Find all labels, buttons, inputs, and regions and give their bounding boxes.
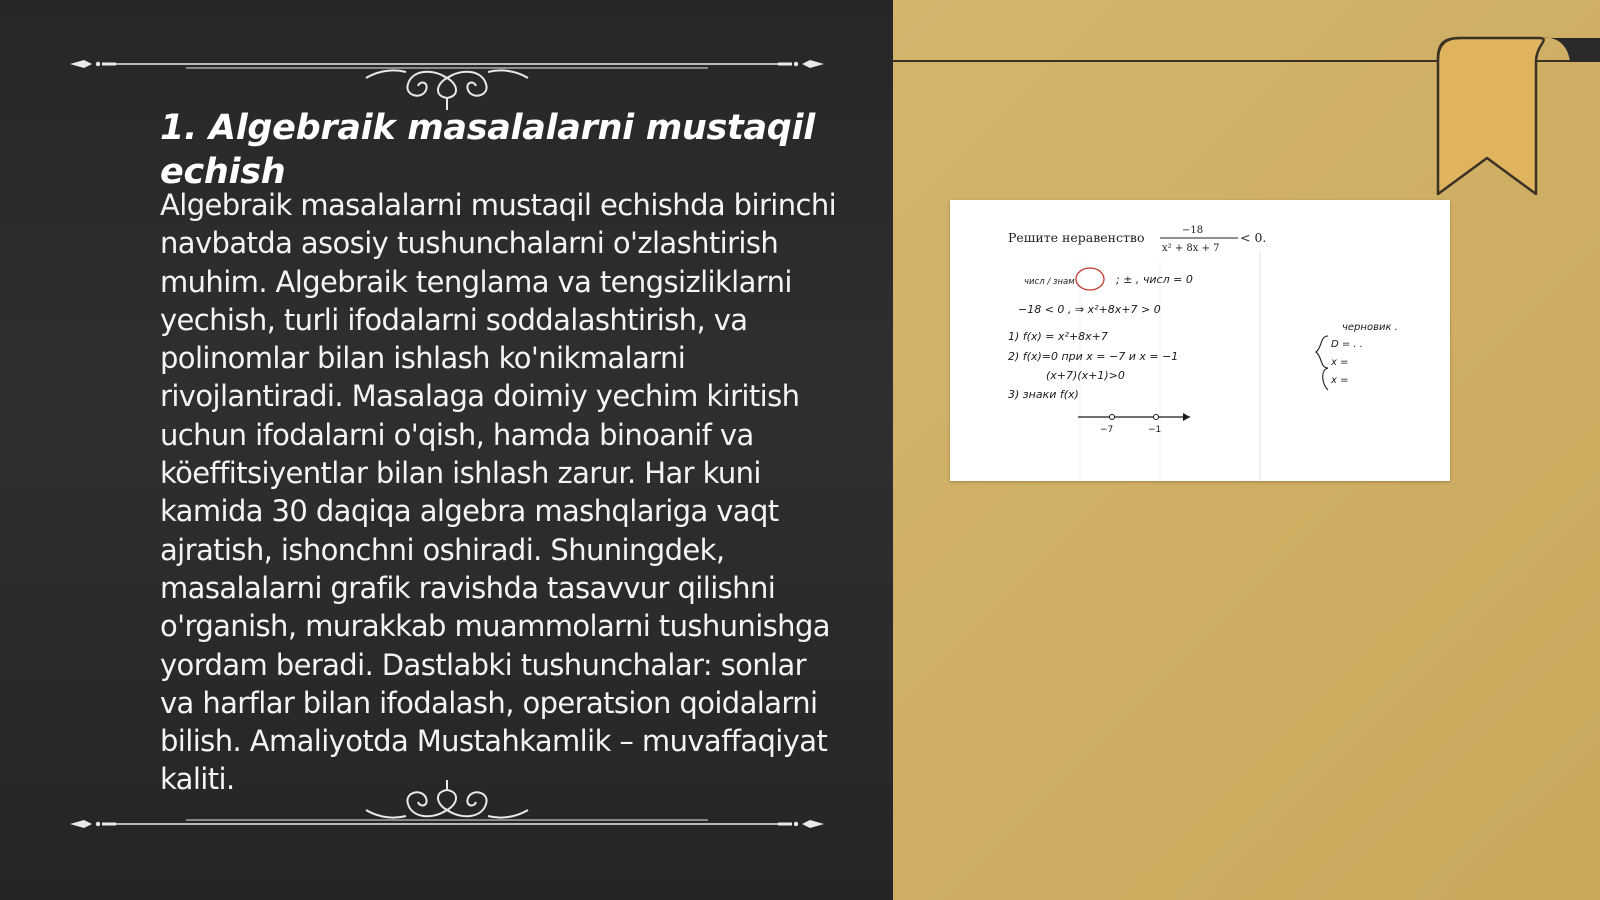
slide-title: 1. Algebraik masalalarni mustaqil echish [160,108,815,192]
note-line-5: 2) f(x)=0 при x = −7 и x = −1 [1008,350,1179,363]
note-line-3: −18 < 0 , ⇒ x²+8x+7 > 0 [1018,303,1161,316]
relation: < 0. [1240,230,1267,245]
side-note-title: черновик . [1342,322,1398,333]
note-line-7: 3) знаки f(x) [1008,388,1079,401]
number-line-tick-right: −1 [1148,425,1162,435]
number-line-tick-left: −7 [1100,425,1114,435]
problem-prompt: Решите неравенство [1008,230,1145,245]
fraction-denominator: x² + 8x + 7 [1162,243,1220,254]
slide-body-text: Algebraik masalalarni mustaqil echishda birinchi navbatda asosiy tushunchalarni o'zlashtirish muhim. Algebraik tenglama va tengsizliklarni yechish, turli ifodalarni soddalashtirish, va polinomlar bilan ishlash ko'nikmalarni rivojlantiradi. Masalaga doimiy yechim kiritish uchun ifodalarni o'qish, hamda binoanif va köeffitsiyentlar bilan ishlash zarur. Har kuni kamida 30 daqiqa algebra mashqlariga vaqt ajratish, ishonchni oshiradi. Shuningdek, masalalarni grafik ravishda tasavvur qilishni o'rganish, murakkab muammolarni tushunishga yordam beradi. Dastlabki tushunchalar: sonlar va harflar bilan ifodalash, operatsion qoidalarni bilish. Amaliyotda Mustahkamlik – muvaffaqiyat kaliti. [160,188,837,797]
bookmark-icon [1430,30,1600,205]
note-line-4: 1) f(x) = x²+8x+7 [1008,330,1108,343]
side-note-3: x = [1331,375,1349,386]
math-solution-image [950,200,1450,481]
note-line-2: ; ± , числ = 0 [1116,273,1193,286]
fraction-numerator: −18 [1182,225,1204,236]
top-ornament [66,50,828,110]
handwritten-solution [950,200,1450,481]
side-note-2: x = [1331,357,1349,368]
note-line-6: (x+7)(x+1)>0 [1046,369,1125,382]
note-line-1: числ / знам [1024,277,1075,287]
side-note-1: D = . . [1331,339,1363,350]
